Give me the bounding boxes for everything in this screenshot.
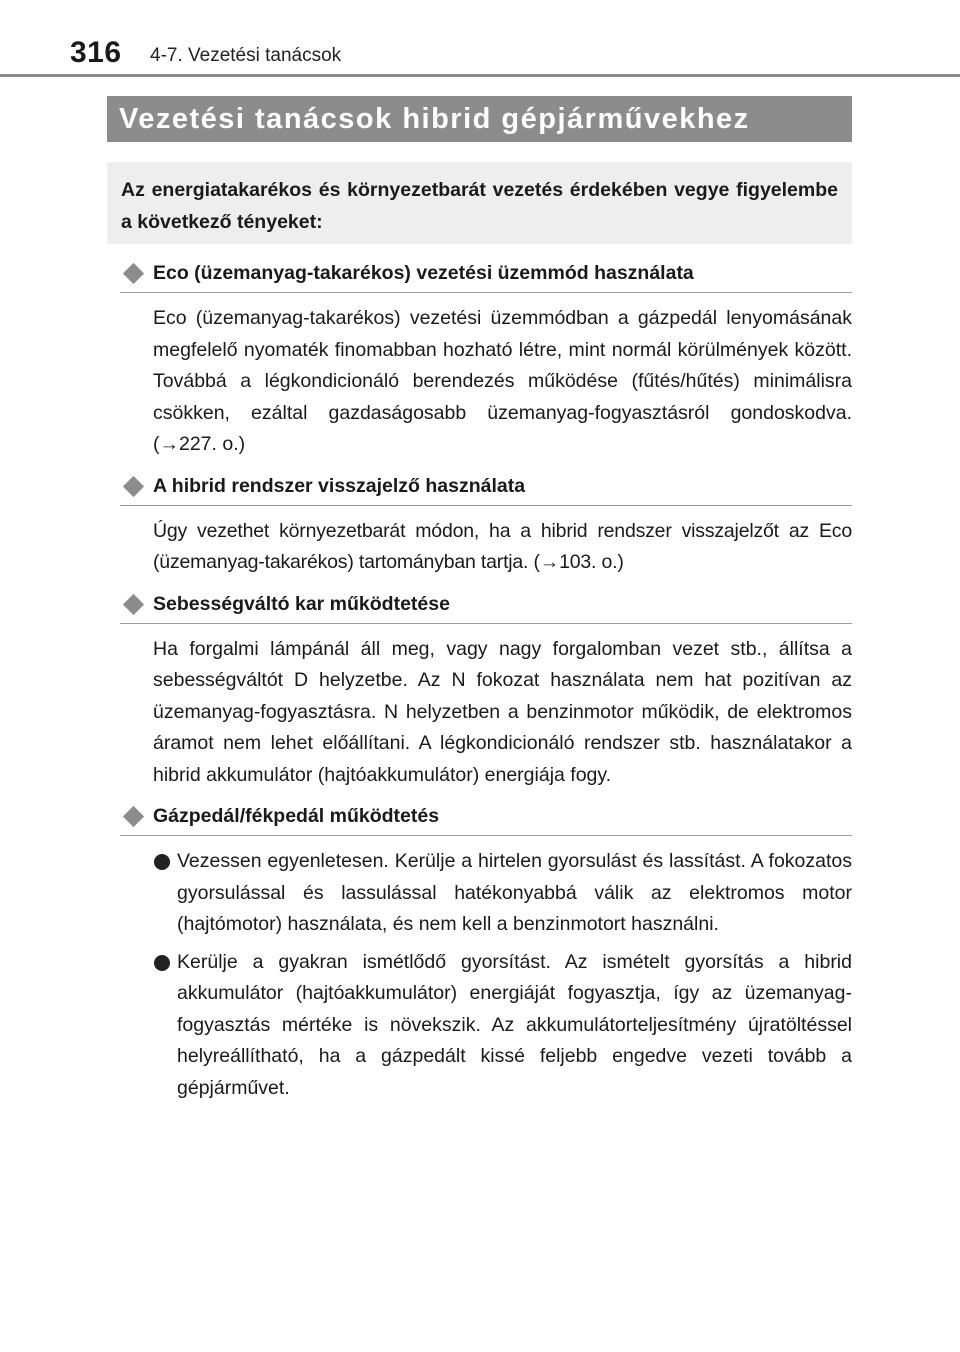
chapter-title: 4-7. Vezetési tanácsok	[150, 45, 342, 66]
bullet-dot-icon	[154, 854, 170, 870]
diamond-icon	[123, 593, 144, 614]
section-heading	[120, 805, 852, 836]
diamond-icon	[123, 263, 144, 284]
section-heading-label: Gázpedál/fékpedál működtetés	[153, 805, 440, 827]
section-heading-label: Eco (üzemanyag-takarékos) vezetési üzemmód használata	[153, 262, 694, 284]
section-text: Ha forgalmi lámpánál áll meg, vagy nagy forgalomban vezet stb., állítsa a sebességváltót D helyzetbe. Az N fokozat használata nem hat pozitívan az üzemanyag-fogyasztásra. N helyzetben a benzinmotor működik, de elektromos áramot nem lehet előállítani. A légkondicionáló rendszer stb. használatakor a hibrid akkumulátor (hajtóakkumulátor) energiája fogy.	[153, 637, 852, 786]
intro-box: Az energiatakarékos és környezetbarát vezetés érdekében vegye figyelembe a következő tényeket:	[107, 162, 852, 244]
bullet-text: Vezessen egyenletesen. Kerülje a hirtelen gyorsulást és lassítást. A fokozatos gyorsulással és lassulással hatékonyabbá válik az elektromos motor (hajtómotor) használata, és nem kell a benzinmotort használni.	[177, 850, 852, 935]
bullet-dot-icon	[154, 955, 170, 971]
section-heading-label: A hibrid rendszer visszajelző használata	[153, 474, 526, 497]
section-heading-label: Sebességváltó kar működtetése	[153, 592, 450, 615]
section-text: Eco (üzemanyag-takarékos) vezetési üzemmódban a gázpedál lenyomásának megfelelő nyomaték finomabban hozható létre, mint normál körülmények között. Továbbá a légkondicionáló berendezés működése (fűtés/hűtés) minimálisra csökken, ezáltal gazdaságosabb üzemanyag-fogyasztásról gondoskodva. (→227. o.)	[153, 307, 852, 455]
section-eco-mode	[120, 262, 852, 461]
page-title: Vezetési tanácsok hibrid gépjárművekhez	[107, 96, 852, 142]
section-shift-lever	[120, 593, 852, 792]
section-heading	[120, 262, 852, 293]
bullet-text: Kerülje a gyakran ismétlődő gyorsítást. Az ismételt gyorsítás a hibrid akkumulátor (hajtóakkumulátor) energiáját fogyasztja, így az üzemanyag-fogyasztás mértéke is növekszik. Az akkumulátorteljesítmény újratöltéssel helyreállítható, ha a gázpedált kissé feljebb engedve vezeti tovább a gépjárművet.	[177, 950, 852, 1099]
page-number: 316	[70, 36, 122, 69]
diamond-icon	[123, 475, 144, 496]
content	[120, 262, 852, 1118]
section-text: Úgy vezethet környezetbarát módon, ha a hibrid rendszer visszajelzőt az Eco (üzemanyag-takarékos) tartományban tartja. (→103. o.)	[153, 519, 852, 573]
header-rule	[0, 74, 960, 77]
bullet-item	[153, 846, 852, 941]
section-heading	[120, 475, 852, 506]
section-heading	[120, 593, 852, 624]
diamond-icon	[123, 806, 144, 827]
bullet-item	[153, 947, 852, 1105]
section-pedals	[120, 805, 852, 1104]
section-hybrid-indicator	[120, 475, 852, 579]
